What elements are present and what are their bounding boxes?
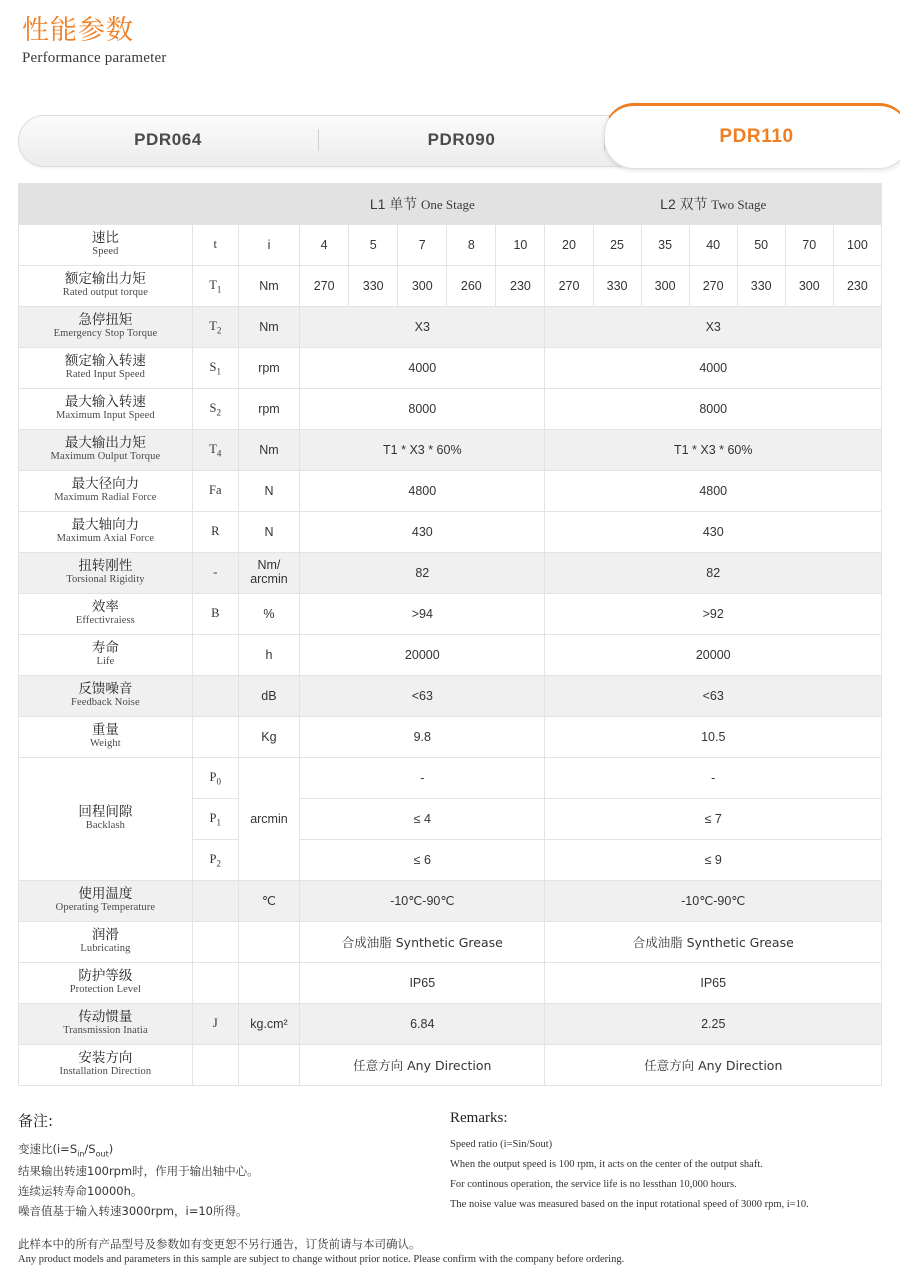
row-label-cn: 回程间隙 bbox=[78, 803, 133, 820]
cell-torque-l1-1: 330 bbox=[349, 265, 398, 306]
cell-ratio-l1-2: 7 bbox=[398, 224, 447, 265]
symbol-base: P bbox=[209, 851, 217, 866]
row-value-l2: 2.25 bbox=[545, 1003, 882, 1044]
table-row bbox=[19, 511, 882, 552]
table-row bbox=[19, 1003, 882, 1044]
symbol-sub: 1 bbox=[216, 817, 221, 827]
row-value-l2: X3 bbox=[545, 306, 882, 347]
row-value-l1: 82 bbox=[300, 552, 545, 593]
cell-ratio-l1-3: 8 bbox=[447, 224, 496, 265]
row-label bbox=[19, 593, 193, 634]
row-symbol bbox=[192, 306, 238, 347]
row-label-en: Transmission Inatia bbox=[63, 1025, 148, 1037]
row-value-l2: IP65 bbox=[545, 962, 882, 1003]
row-label bbox=[19, 880, 193, 921]
stage-l1-en: One Stage bbox=[420, 196, 475, 212]
row-symbol bbox=[192, 921, 238, 962]
symbol-base: - bbox=[213, 565, 218, 580]
row-unit: % bbox=[238, 593, 299, 634]
row-unit: rpm bbox=[238, 388, 299, 429]
row-unit: Nm bbox=[238, 429, 299, 470]
row-value-l1: 4800 bbox=[300, 470, 545, 511]
cell-torque-l2-6: 230 bbox=[833, 265, 881, 306]
remarks-title-en: Remarks: bbox=[450, 1109, 508, 1126]
row-value-l2: -10℃-90℃ bbox=[545, 880, 882, 921]
row-symbol bbox=[192, 429, 238, 470]
row-value-l1: 任意方向 Any Direction bbox=[300, 1044, 545, 1085]
row-symbol bbox=[192, 634, 238, 675]
row-value-l1-p0: - bbox=[300, 757, 545, 798]
row-label bbox=[19, 634, 193, 675]
row-label-en: Maximum Axial Force bbox=[56, 533, 155, 545]
spec-table-container bbox=[18, 183, 882, 1086]
stage-l1-cn: L1 bbox=[369, 195, 386, 212]
cell-ratio-l2-5: 70 bbox=[785, 224, 833, 265]
row-label-cn: 最大轴向力 bbox=[71, 516, 140, 533]
table-row bbox=[19, 470, 882, 511]
row-value-l2: >92 bbox=[545, 593, 882, 634]
remark-en-line-2: For continous operation, the service life is no lessthan 10,000 hours. bbox=[450, 1178, 737, 1190]
row-label-en: Installation Direction bbox=[59, 1066, 152, 1078]
cell-ratio-l2-3: 40 bbox=[689, 224, 737, 265]
cell-ratio-l2-4: 50 bbox=[737, 224, 785, 265]
row-label-cn: 防护等级 bbox=[78, 967, 133, 984]
header-stage-l2 bbox=[545, 183, 882, 224]
symbol-base: T bbox=[209, 277, 217, 292]
remarks-column-cn bbox=[18, 1110, 450, 1222]
row-value-l1: 8000 bbox=[300, 388, 545, 429]
row-symbol bbox=[192, 675, 238, 716]
row-label-en: Rated output torque bbox=[62, 287, 149, 299]
row-value-l2: 82 bbox=[545, 552, 882, 593]
row-value-l2: 4000 bbox=[545, 347, 882, 388]
cell-torque-l2-5: 300 bbox=[785, 265, 833, 306]
page-header bbox=[0, 0, 900, 67]
symbol-base: T bbox=[209, 441, 217, 456]
row-label-en: Speed bbox=[92, 246, 119, 258]
row-label-cn: 最大径向力 bbox=[71, 475, 140, 492]
symbol-sub: 2 bbox=[216, 325, 222, 335]
row-label-cn: 反馈噪音 bbox=[78, 680, 133, 697]
row-label-cn: 效率 bbox=[91, 598, 119, 615]
table-row bbox=[19, 552, 882, 593]
symbol-base: P bbox=[209, 810, 217, 825]
cell-torque-l1-2: 300 bbox=[398, 265, 447, 306]
row-value-l1: >94 bbox=[300, 593, 545, 634]
footnote-en: Any product models and parameters in this sample are subject to change without prior notice. Please confirm with the company before ordering. bbox=[18, 1253, 625, 1265]
table-row bbox=[19, 716, 882, 757]
cell-ratio-l2-0: 20 bbox=[545, 224, 593, 265]
table-row bbox=[19, 593, 882, 634]
row-symbol-rated-torque bbox=[192, 265, 238, 306]
row-label-cn: 速比 bbox=[91, 229, 119, 246]
cell-torque-l1-4: 230 bbox=[496, 265, 545, 306]
remark-cn-line-3: 噪音值基于输入转速3000rpm，i=10所得。 bbox=[18, 1204, 248, 1219]
row-unit: dB bbox=[238, 675, 299, 716]
row-label-cn: 额定输入转速 bbox=[64, 352, 146, 369]
row-value-l2: 430 bbox=[545, 511, 882, 552]
row-label bbox=[19, 921, 193, 962]
remark-cn-line-0: 变速比$(i=S_{in}/S_{out})$ bbox=[18, 1141, 114, 1159]
row-label-rated-torque bbox=[19, 265, 193, 306]
page-title-cn: 性能参数 bbox=[22, 15, 134, 46]
cell-torque-l2-0: 270 bbox=[545, 265, 593, 306]
row-label-cn: 使用温度 bbox=[78, 885, 133, 902]
row-value-l1: 4000 bbox=[300, 347, 545, 388]
row-unit-speed-ratio: i bbox=[238, 224, 299, 265]
row-label-cn: 扭转刚性 bbox=[78, 557, 133, 574]
row-unit-rated-torque: Nm bbox=[238, 265, 299, 306]
row-unit bbox=[238, 1044, 299, 1085]
table-row-speed-ratio bbox=[19, 224, 882, 265]
row-label bbox=[19, 1044, 193, 1085]
row-value-l1: 430 bbox=[300, 511, 545, 552]
row-label-en: Maximum Radial Force bbox=[54, 492, 157, 504]
row-symbol bbox=[192, 347, 238, 388]
symbol-base: T bbox=[209, 318, 217, 333]
symbol-base: J bbox=[212, 1016, 218, 1031]
row-symbol bbox=[192, 511, 238, 552]
cell-ratio-l2-6: 100 bbox=[833, 224, 881, 265]
row-label bbox=[19, 716, 193, 757]
row-label bbox=[19, 1003, 193, 1044]
remarks-column-en bbox=[450, 1110, 882, 1222]
cell-ratio-l1-4: 10 bbox=[496, 224, 545, 265]
cell-torque-l2-2: 300 bbox=[641, 265, 689, 306]
row-label-en: Maximum Input Speed bbox=[56, 410, 155, 422]
table-row bbox=[19, 429, 882, 470]
row-value-l2-p2: ≤ 9 bbox=[545, 839, 882, 880]
row-value-l1: 6.84 bbox=[300, 1003, 545, 1044]
symbol-base: R bbox=[211, 523, 220, 538]
row-label-en: Torsional Rigidity bbox=[66, 574, 145, 586]
symbol-base: S bbox=[209, 359, 217, 374]
symbol-sub: 2 bbox=[216, 407, 221, 417]
symbol-sub: 2 bbox=[216, 858, 221, 868]
row-value-l2: 20000 bbox=[545, 634, 882, 675]
row-label-backlash bbox=[19, 757, 193, 880]
row-label-en: Lubricating bbox=[80, 943, 131, 955]
row-label-cn: 最大输入转速 bbox=[64, 393, 146, 410]
row-value-l2: 8000 bbox=[545, 388, 882, 429]
table-header-row bbox=[19, 183, 882, 224]
cell-ratio-l2-1: 25 bbox=[593, 224, 641, 265]
row-value-l1: 9.8 bbox=[300, 716, 545, 757]
table-row bbox=[19, 306, 882, 347]
cell-ratio-l1-1: 5 bbox=[349, 224, 398, 265]
row-unit: Nm bbox=[238, 306, 299, 347]
symbol-sub: 0 bbox=[216, 776, 221, 786]
row-unit: Nm/ arcmin bbox=[238, 552, 299, 593]
row-symbol bbox=[192, 1003, 238, 1044]
row-unit bbox=[238, 962, 299, 1003]
row-value-l1: X3 bbox=[300, 306, 545, 347]
symbol-base: B bbox=[211, 606, 220, 621]
row-label bbox=[19, 511, 193, 552]
spec-table bbox=[18, 183, 882, 1086]
table-row bbox=[19, 675, 882, 716]
symbol-sub: 1 bbox=[216, 284, 222, 294]
row-symbol bbox=[192, 593, 238, 634]
row-symbol bbox=[192, 962, 238, 1003]
tab-pdr090[interactable]: PDR090 bbox=[427, 129, 496, 149]
row-value-l1: IP65 bbox=[300, 962, 545, 1003]
row-value-l1-p1: ≤ 4 bbox=[300, 798, 545, 839]
row-symbol bbox=[192, 552, 238, 593]
table-row-rated-torque bbox=[19, 265, 882, 306]
row-label bbox=[19, 552, 193, 593]
table-row bbox=[19, 634, 882, 675]
row-label bbox=[19, 429, 193, 470]
row-label bbox=[19, 470, 193, 511]
row-label-cn: 急停扭矩 bbox=[78, 311, 133, 328]
row-value-l1: <63 bbox=[300, 675, 545, 716]
table-row bbox=[19, 880, 882, 921]
row-symbol-p1 bbox=[192, 798, 238, 839]
table-row bbox=[19, 347, 882, 388]
row-label-cn: 最大输出力矩 bbox=[64, 434, 146, 451]
row-unit: h bbox=[238, 634, 299, 675]
row-value-l2-p1: ≤ 7 bbox=[545, 798, 882, 839]
row-label bbox=[19, 962, 193, 1003]
row-value-l2: T1 * X3 * 60% bbox=[545, 429, 882, 470]
row-label-cn: 重量 bbox=[91, 721, 119, 738]
table-row-backlash-p0 bbox=[19, 757, 882, 798]
stage-l2-en: Two Stage bbox=[711, 196, 767, 212]
row-label-en: Rated Input Speed bbox=[65, 369, 146, 381]
row-label bbox=[19, 388, 193, 429]
row-unit: rpm bbox=[238, 347, 299, 388]
row-label bbox=[19, 675, 193, 716]
remark-cn-line-2: 连续运转寿命10000h。 bbox=[18, 1184, 143, 1199]
row-label-en: Maximum Oulput Torque bbox=[50, 451, 161, 463]
row-label-speed-ratio bbox=[19, 224, 193, 265]
symbol-base: P bbox=[209, 769, 217, 784]
row-value-l2: <63 bbox=[545, 675, 882, 716]
row-value-l1: -10℃-90℃ bbox=[300, 880, 545, 921]
symbol-sub: 1 bbox=[216, 366, 221, 376]
remark-en-line-0: Speed ratio (i=Sin/Sout) bbox=[450, 1138, 553, 1150]
stage-l2-cn-label: 双节 bbox=[679, 195, 708, 212]
row-value-l2: 10.5 bbox=[545, 716, 882, 757]
cell-ratio-l2-2: 35 bbox=[641, 224, 689, 265]
row-label-en: Emergency Stop Torque bbox=[53, 328, 158, 340]
tab-pdr064[interactable]: PDR064 bbox=[134, 129, 202, 149]
row-unit: Kg bbox=[238, 716, 299, 757]
row-unit: kg.cm² bbox=[238, 1003, 299, 1044]
row-label-en: Backlash bbox=[85, 820, 126, 832]
row-label-cn: 额定输出力矩 bbox=[64, 270, 146, 287]
row-label bbox=[19, 347, 193, 388]
cell-torque-l1-3: 260 bbox=[447, 265, 496, 306]
row-symbol bbox=[192, 716, 238, 757]
row-unit bbox=[238, 921, 299, 962]
remarks-title-cn: 备注: bbox=[18, 1111, 54, 1130]
row-symbol-speed-ratio: t bbox=[192, 224, 238, 265]
table-row bbox=[19, 962, 882, 1003]
page-title-en: Performance parameter bbox=[22, 49, 167, 66]
row-label-en: Life bbox=[96, 656, 115, 668]
cell-torque-l2-3: 270 bbox=[689, 265, 737, 306]
cell-torque-l2-1: 330 bbox=[593, 265, 641, 306]
row-unit: N bbox=[238, 511, 299, 552]
row-label-en: Weight bbox=[90, 738, 121, 750]
footnote bbox=[18, 1237, 882, 1267]
symbol-base: S bbox=[209, 400, 217, 415]
row-value-l1: 合成油脂 Synthetic Grease bbox=[300, 921, 545, 962]
cell-torque-l2-4: 330 bbox=[737, 265, 785, 306]
row-symbol bbox=[192, 388, 238, 429]
row-unit: N bbox=[238, 470, 299, 511]
row-symbol bbox=[192, 470, 238, 511]
remark-cn-line-1: 结果输出转速100rpm时，作用于输出轴中心。 bbox=[18, 1164, 259, 1179]
remarks-section bbox=[18, 1110, 882, 1222]
remark-en-line-3: The noise value was measured based on the input rotational speed of 3000 rpm, i=10. bbox=[450, 1198, 809, 1210]
row-label-cn: 润滑 bbox=[91, 926, 119, 943]
table-row bbox=[19, 921, 882, 962]
row-value-l2: 任意方向 Any Direction bbox=[545, 1044, 882, 1085]
model-tabs bbox=[18, 103, 882, 165]
row-label-cn: 寿命 bbox=[91, 639, 119, 656]
remark-en-line-1: When the output speed is 100 rpm, it acts on the center of the output shaft. bbox=[450, 1158, 763, 1170]
row-value-l1: T1 * X3 * 60% bbox=[300, 429, 545, 470]
row-value-l2: 合成油脂 Synthetic Grease bbox=[545, 921, 882, 962]
row-unit: ℃ bbox=[238, 880, 299, 921]
row-label-en: Effectivraiess bbox=[75, 615, 135, 627]
header-stage-l1 bbox=[300, 183, 545, 224]
row-label-en: Protection Level bbox=[69, 984, 142, 996]
symbol-sub: 4 bbox=[216, 448, 222, 458]
table-row bbox=[19, 1044, 882, 1085]
row-symbol-p0 bbox=[192, 757, 238, 798]
row-symbol-p2 bbox=[192, 839, 238, 880]
tab-pdr110[interactable]: PDR110 bbox=[604, 103, 900, 169]
table-row bbox=[19, 388, 882, 429]
row-label-en: Operating Temperature bbox=[55, 902, 156, 914]
stage-l1-cn-label: 单节 bbox=[389, 195, 418, 212]
stage-l2-cn: L2 bbox=[660, 195, 676, 212]
row-label-cn: 传动惯量 bbox=[78, 1008, 133, 1025]
row-symbol bbox=[192, 1044, 238, 1085]
row-label-cn: 安装方向 bbox=[78, 1049, 133, 1066]
row-label-en: Feedback Noise bbox=[71, 697, 140, 709]
cell-ratio-l1-0: 4 bbox=[300, 224, 349, 265]
row-unit-backlash: arcmin bbox=[238, 757, 299, 880]
footnote-cn: 此样本中的所有产品型号及参数如有变更恕不另行通告，订货前请与本司确认。 bbox=[18, 1237, 421, 1252]
row-symbol bbox=[192, 880, 238, 921]
symbol-base: Fa bbox=[209, 482, 222, 497]
header-blank-cell bbox=[19, 183, 300, 224]
row-value-l2: 4800 bbox=[545, 470, 882, 511]
row-value-l2-p0: - bbox=[545, 757, 882, 798]
row-label bbox=[19, 306, 193, 347]
cell-torque-l1-0: 270 bbox=[300, 265, 349, 306]
row-value-l1-p2: ≤ 6 bbox=[300, 839, 545, 880]
row-value-l1: 20000 bbox=[300, 634, 545, 675]
